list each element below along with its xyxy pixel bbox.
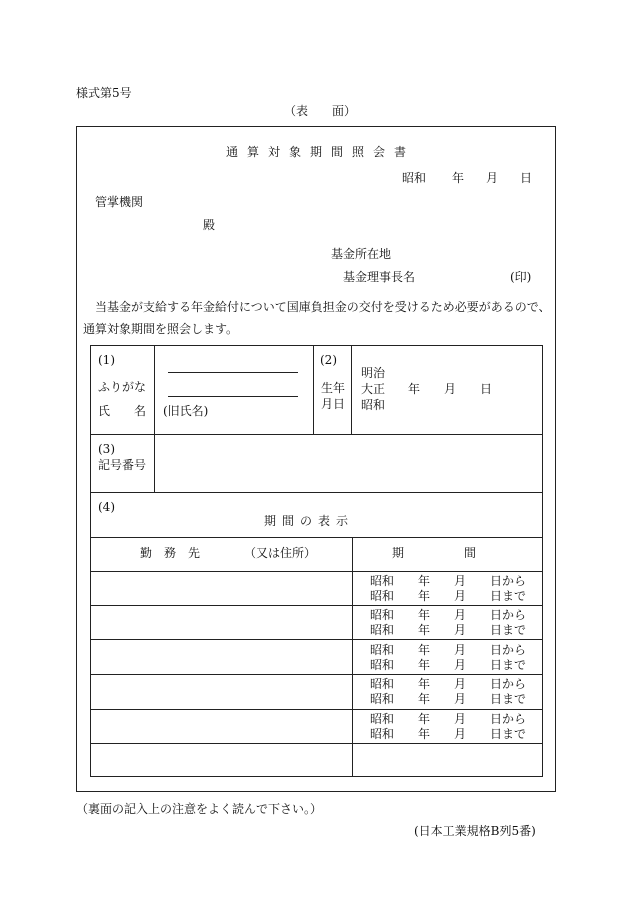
era-showa: 昭和	[361, 398, 386, 412]
fund-director-label: 基金理事長名	[343, 270, 416, 284]
birthdate-label-2: 月日	[321, 397, 346, 411]
form-title: 通算対象期間照会書	[226, 145, 416, 159]
furigana-field[interactable]	[168, 372, 298, 373]
paper-standard: (日本工業規格B列5番)	[414, 824, 536, 838]
name-field[interactable]	[168, 396, 298, 397]
symbol-number-label: 記号番号	[98, 458, 147, 472]
period-display-heading: 期間の表示	[264, 514, 355, 528]
birthdate-label-1: 生年	[321, 381, 346, 395]
era-taisho: 大正	[361, 382, 386, 396]
addressee-honorific: 殿	[203, 218, 216, 232]
addressee-label: 管掌機関	[95, 195, 144, 209]
birth-month-unit: 月	[444, 382, 457, 396]
fund-address-label: 基金所在地	[331, 247, 392, 261]
old-name-label: (旧氏名)	[163, 404, 209, 418]
section1-number: (1)	[98, 353, 115, 367]
birth-year-unit: 年	[408, 382, 421, 396]
workplace-header-note: （又は住所）	[244, 546, 317, 560]
info-table	[90, 345, 543, 777]
body-text-line2: 通算対象期間を照会します。	[83, 322, 239, 336]
body-text-line1: 当基金が支給する年金給付について国庫負担金の交付を受けるため必要があるので、	[95, 300, 551, 314]
footer-note: （裏面の記入上の注意をよく読んで下さい。）	[76, 802, 323, 816]
section2-number: (2)	[320, 353, 337, 367]
form-number: 様式第5号	[76, 86, 132, 100]
name-label: 氏 名	[98, 404, 147, 418]
seal-mark: (印)	[510, 270, 532, 284]
side-label: （表 面）	[284, 104, 357, 118]
birth-day-unit: 日	[480, 382, 493, 396]
era-meiji: 明治	[361, 366, 386, 380]
period-header: 期 間	[392, 546, 477, 560]
furigana-label: ふりがな	[98, 380, 147, 394]
section3-number: (3)	[98, 442, 115, 456]
section4-number: (4)	[98, 500, 115, 514]
workplace-header: 勤 務 先	[140, 546, 201, 560]
